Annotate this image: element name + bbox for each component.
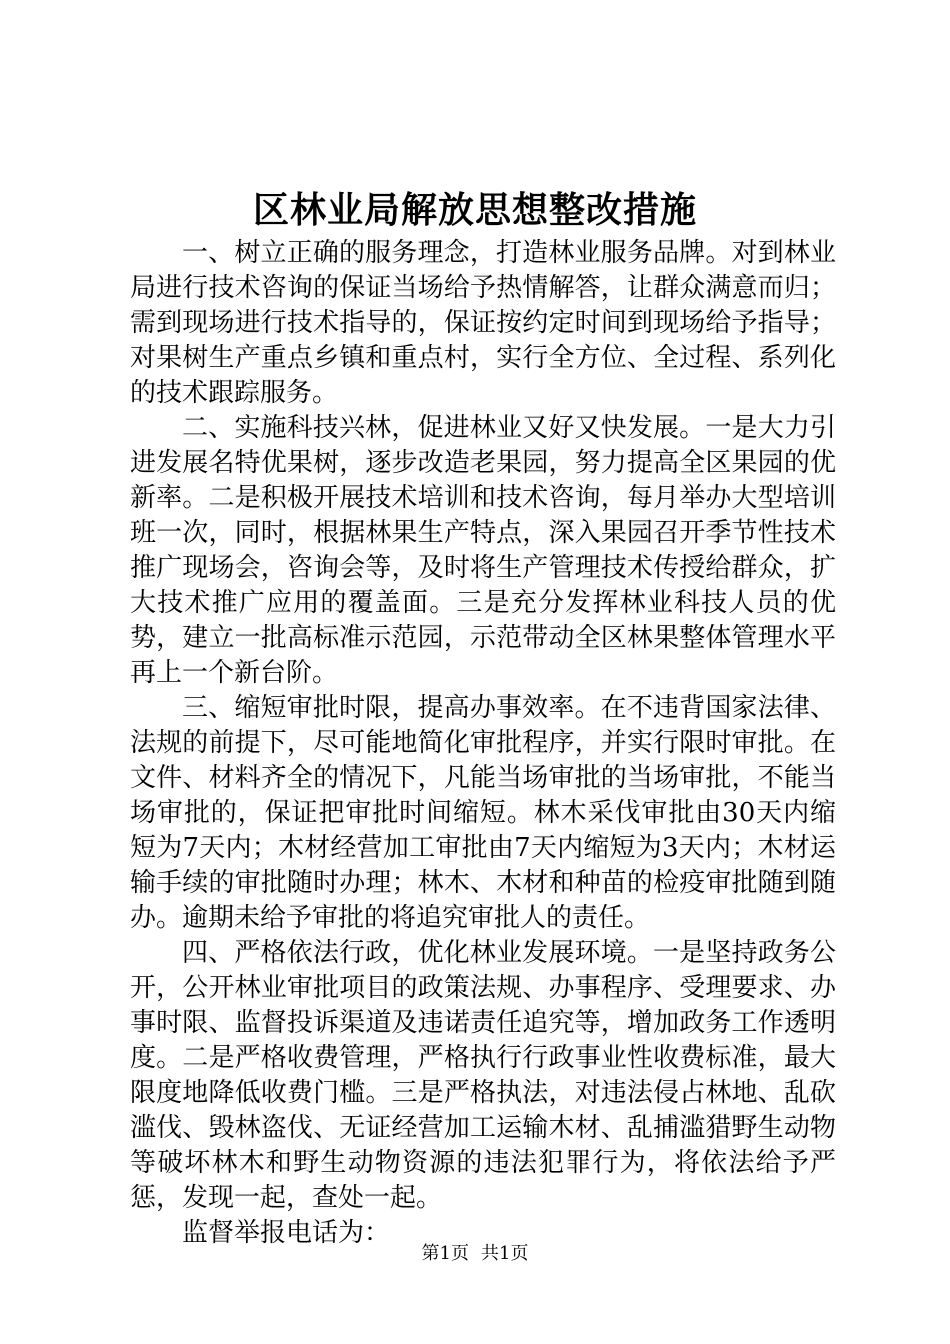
document-title: 区林业局解放思想整改措施 xyxy=(252,189,697,231)
page-number: 第1页 xyxy=(421,1243,469,1264)
page-total: 共1页 xyxy=(481,1243,529,1264)
paragraph-technology-forestry: 二、实施科技兴林，促进林业又好又快发展。一是大力引进发展名特优果树，逐步改造老果园，努力提高全区果园的优新率。二是积极开展技术培训和技术咨询，每月举办大型培训班一次，同时，根据林果生产特点，深入果园召开季节性技术推广现场会，咨询会等，及时将生产管理技术传授给群众，扩大技术推广应用的覆盖面。三是充分发挥林业科技人员的优势，建立一批高标准示范园，示范带动全区林果整体管理水平再上一个新台阶。 xyxy=(130,413,836,688)
paragraph-report-phone: 监督举报电话为： xyxy=(182,1218,391,1248)
paragraph-service-concept: 一、树立正确的服务理念，打造林业服务品牌。对到林业局进行技术咨询的保证当场给予热情解答，让群众满意而归；需到现场进行技术指导的，保证按约定时间到现场给予指导；对果树生产重点乡镇和重点村，实行全方位、全过程、系列化的技术跟踪服务。 xyxy=(130,238,836,408)
document-body xyxy=(130,236,836,1251)
paragraph-approval-time: 三、缩短审批时限，提高办事效率。在不违背国家法律、法规的前提下，尽可能地简化审批程序，并实行限时审批。在文件、材料齐全的情况下，凡能当场审批的当场审批，不能当场审批的，保证把审批时间缩短。林木采伐审批由30天内缩短为7天内；木材经营加工审批由7天内缩短为3天内；木材运输手续的审批随时办理；林木、木材和种苗的检疫审批随到随办。逾期未给予审批的将追究审批人的责任。 xyxy=(130,693,836,933)
page-footer xyxy=(0,1242,950,1266)
paragraph-lawful-administration: 四、严格依法行政，优化林业发展环境。一是坚持政务公开，公开林业审批项目的政策法规、办事程序、受理要求、办事时限、监督投诉渠道及违诺责任追究等，增加政务工作透明度。二是严格收费管理，严格执行行政事业性收费标准，最大限度地降低收费门槛。三是严格执法，对违法侵占林地、乱砍滥伐、毁林盗伐、无证经营加工运输木材、乱捕滥猎野生动物等破坏林木和野生动物资源的违法犯罪行为，将依法给予严惩，发现一起，查处一起。 xyxy=(130,938,836,1213)
